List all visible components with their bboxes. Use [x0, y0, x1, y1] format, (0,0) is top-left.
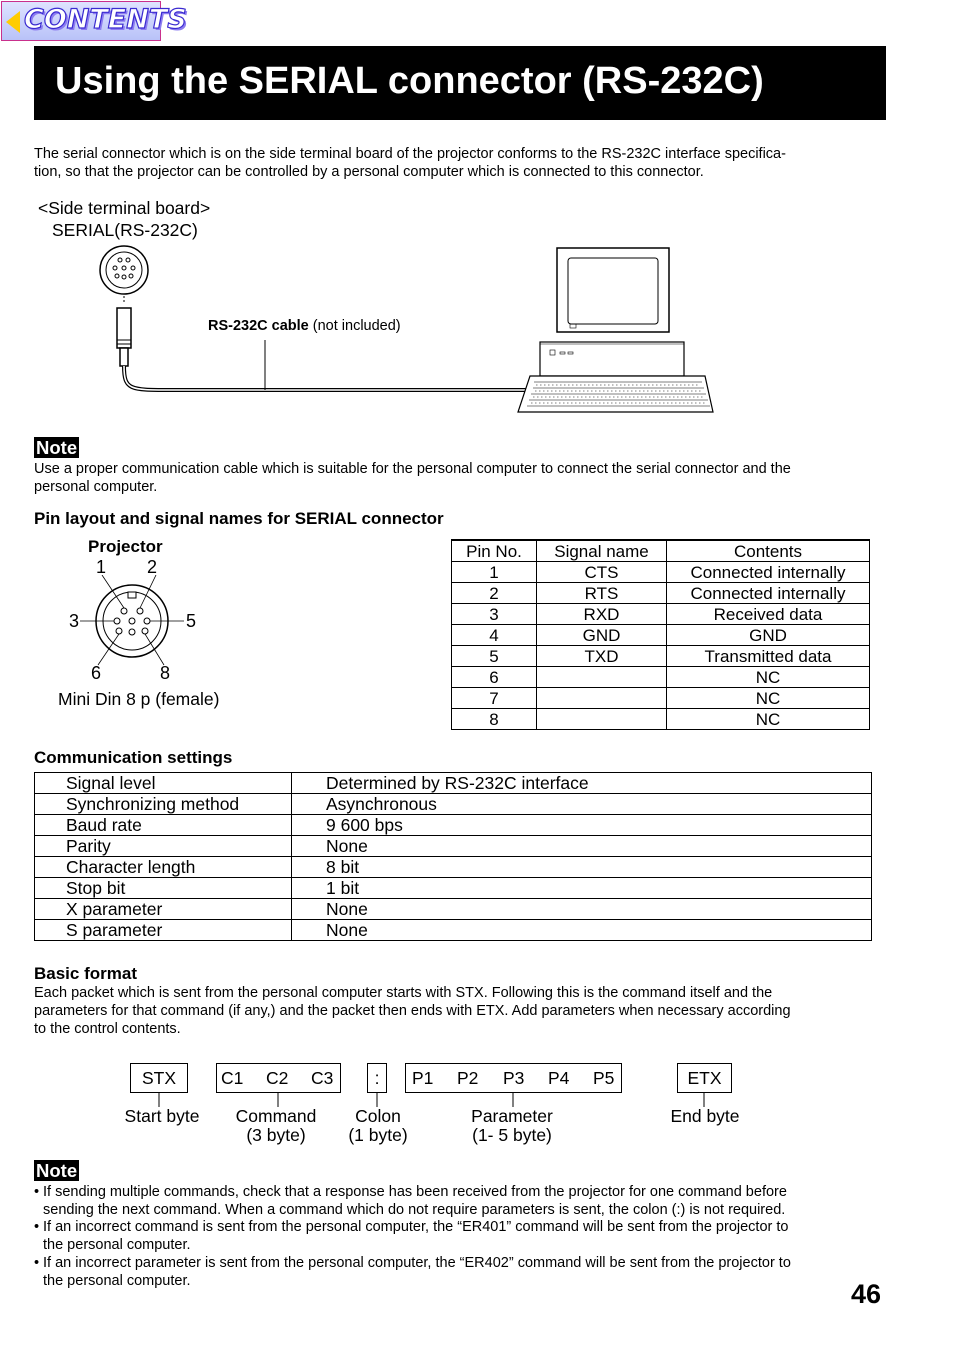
comm-setting-name: X parameter — [35, 899, 292, 920]
pin-table — [451, 539, 870, 730]
comm-setting-value: Determined by RS-232C interface — [292, 773, 872, 794]
pin-table-cell: 8 — [452, 709, 537, 730]
note2-bullet-1-line-1: If sending multiple commands, check that a response has been received from the projector for one command before — [43, 1184, 787, 1200]
pin-table-row — [452, 688, 870, 709]
pin-layout-heading: Pin layout and signal names for SERIAL connector — [34, 509, 444, 528]
comm-setting-name: Signal level — [35, 773, 292, 794]
basic-format-heading: Basic format — [34, 964, 137, 983]
projector-label: Projector — [88, 537, 163, 556]
comm-settings-row — [35, 899, 872, 920]
note-tag-label: Note — [36, 437, 78, 458]
stx-box: STX — [130, 1063, 188, 1093]
note1-text — [34, 460, 894, 496]
colon-box: : — [367, 1063, 387, 1093]
note2-bullet-3-line-1: If an incorrect parameter is sent from the personal computer, the “ER402” command will be sent from the projector to — [43, 1255, 791, 1271]
c3-label: C3 — [311, 1068, 334, 1088]
c2-label: C2 — [266, 1068, 289, 1088]
comm-setting-name: Stop bit — [35, 878, 292, 899]
basic-line-3: to the control contents. — [34, 1021, 181, 1037]
serial-connector-icon — [100, 246, 148, 302]
pin-table-cell: RTS — [537, 583, 667, 604]
pin-number-3: 3 — [69, 611, 80, 631]
pin-table-cell: GND — [667, 625, 870, 646]
pin-table-cell: 3 — [452, 604, 537, 625]
basic-format-text — [34, 984, 894, 1038]
pin-table-header — [452, 540, 870, 562]
pin-table-row — [452, 646, 870, 667]
comm-setting-value: 9 600 bps — [292, 815, 872, 836]
pin-table-row — [452, 709, 870, 730]
pin-table-cell: 1 — [452, 562, 537, 583]
pin-table-cell: 6 — [452, 667, 537, 688]
note2-tag-label: Note — [36, 1160, 78, 1181]
pin-table-cell — [537, 688, 667, 709]
pin-table-cell: Transmitted data — [667, 646, 870, 667]
p5-label: P5 — [593, 1068, 615, 1088]
pin-table-row — [452, 583, 870, 604]
pin-table-cell — [537, 709, 667, 730]
pin-number-5: 5 — [186, 611, 197, 631]
pin-table-cell: GND — [537, 625, 667, 646]
pin-table-cell — [537, 667, 667, 688]
pin-table-header-cell: Signal name — [537, 540, 667, 562]
end-byte-caption: End byte — [670, 1106, 740, 1126]
note2-bullet-3: • If an incorrect parameter is sent from the personal computer, the “ER402” command will be sent from the projector to the personal computer. — [34, 1254, 879, 1290]
serial-label: SERIAL(RS-232C) — [52, 220, 198, 240]
comm-setting-name: Character length — [35, 857, 292, 878]
command-sub-caption: (3 byte) — [246, 1125, 306, 1145]
comm-settings-row — [35, 836, 872, 857]
comm-settings-row — [35, 920, 872, 941]
pin-table-header-cell: Contents — [667, 540, 870, 562]
title-bar — [34, 46, 886, 120]
intro-line-1: The serial connector which is on the side terminal board of the projector conforms to the RS-232C interface specifica- — [34, 146, 786, 162]
note2-bullet-1: • If sending multiple commands, check that a response has been received from the projector for one command before sending the next command. When a command which do not require parameters is sent, the colon (:) is not required. — [34, 1183, 879, 1219]
contents-button[interactable] — [1, 1, 187, 41]
back-arrow-icon — [6, 11, 20, 33]
cable-label — [208, 318, 401, 334]
mini-din-connector-icon — [60, 575, 210, 670]
colon-caption: Colon — [355, 1106, 401, 1126]
pin-table-cell: RXD — [537, 604, 667, 625]
p4-label: P4 — [548, 1068, 570, 1088]
parameter-box — [405, 1063, 622, 1093]
p3-label: P3 — [503, 1068, 525, 1088]
pin-number-1: 1 — [96, 557, 107, 577]
pin-table-cell: Connected internally — [667, 583, 870, 604]
comm-setting-name: Baud rate — [35, 815, 292, 836]
p2-label: P2 — [457, 1068, 479, 1088]
command-box — [216, 1063, 341, 1093]
comm-setting-value: None — [292, 836, 872, 857]
note2-bullet-1-line-2: sending the next command. When a command which do not require parameters is sent, the colon (:) is not required. — [43, 1202, 786, 1218]
pin-table-cell: 2 — [452, 583, 537, 604]
page-number: 46 — [851, 1279, 882, 1309]
note1-line-1: Use a proper communication cable which is suitable for the personal computer to connect the serial connector and the — [34, 461, 791, 477]
pin-table-cell: 5 — [452, 646, 537, 667]
pin-table-cell: 4 — [452, 625, 537, 646]
pin-table-header-cell: Pin No. — [452, 540, 537, 562]
pin-number-8: 8 — [160, 663, 171, 683]
start-byte-caption: Start byte — [124, 1106, 200, 1126]
pin-table-row — [452, 562, 870, 583]
cable-label-note: (not included) — [312, 318, 401, 334]
pin-number-6: 6 — [91, 663, 102, 683]
comm-setting-value: None — [292, 899, 872, 920]
comm-setting-name: S parameter — [35, 920, 292, 941]
basic-line-2: parameters for that command (if any,) and the packet then ends with ETX. Add parameters when necessary according — [34, 1003, 791, 1019]
connection-diagram — [90, 240, 730, 425]
comm-settings-row — [35, 773, 872, 794]
comm-setting-value: Asynchronous — [292, 794, 872, 815]
pin-table-row — [452, 604, 870, 625]
note2-bullet-2-line-1: If an incorrect command is sent from the personal computer, the “ER401” command will be sent from the projector to — [43, 1219, 789, 1235]
comm-setting-value: None — [292, 920, 872, 941]
pin-table-row — [452, 625, 870, 646]
pin-number-2: 2 — [147, 557, 158, 577]
personal-computer-icon — [518, 248, 713, 412]
contents-label: CONTENTS — [24, 4, 187, 35]
note-tag — [34, 437, 79, 459]
colon-sub-caption: (1 byte) — [348, 1125, 408, 1145]
cable-plug-icon — [117, 308, 131, 366]
note1-line-2: personal computer. — [34, 479, 158, 495]
comm-settings-row — [35, 878, 872, 899]
comm-setting-value: 1 bit — [292, 878, 872, 899]
pin-table-cell: TXD — [537, 646, 667, 667]
parameter-sub-caption: (1- 5 byte) — [472, 1125, 552, 1145]
pin-table-cell: Received data — [667, 604, 870, 625]
basic-line-1: Each packet which is sent from the personal computer starts with STX. Following this is the command itself and the — [34, 985, 773, 1001]
pin-table-cell: NC — [667, 688, 870, 709]
c1-label: C1 — [221, 1068, 244, 1088]
note2-tag — [34, 1160, 79, 1182]
page-title: Using the SERIAL connector (RS-232C) — [55, 60, 764, 102]
comm-settings-heading: Communication settings — [34, 748, 233, 767]
pin-table-cell: Connected internally — [667, 562, 870, 583]
comm-settings-row — [35, 815, 872, 836]
command-caption: Command — [235, 1106, 317, 1126]
comm-setting-name: Parity — [35, 836, 292, 857]
pin-table-cell: NC — [667, 667, 870, 688]
pin-table-cell: CTS — [537, 562, 667, 583]
side-terminal-label: <Side terminal board> — [38, 198, 211, 218]
pin-table-cell: NC — [667, 709, 870, 730]
intro-line-2: tion, so that the projector can be controlled by a personal computer which is connected to this connector. — [34, 164, 704, 180]
note2-bullet-3-line-2: the personal computer. — [43, 1273, 191, 1289]
intro-paragraph — [34, 145, 894, 181]
comm-setting-value: 8 bit — [292, 857, 872, 878]
comm-settings-row — [35, 794, 872, 815]
etx-box: ETX — [677, 1063, 732, 1093]
note2-bullet-2: • If an incorrect command is sent from the personal computer, the “ER401” command will be sent from the projector to the personal computer. — [34, 1218, 879, 1254]
pin-table-cell: 7 — [452, 688, 537, 709]
connector-caption: Mini Din 8 p (female) — [58, 689, 220, 709]
comm-settings-row — [35, 857, 872, 878]
comm-setting-name: Synchronizing method — [35, 794, 292, 815]
cable-label-bold: RS-232C cable — [208, 318, 309, 334]
parameter-caption: Parameter — [471, 1106, 553, 1126]
note2-bullet-2-line-2: the personal computer. — [43, 1237, 191, 1253]
pin-table-row — [452, 667, 870, 688]
comm-settings-table — [34, 772, 872, 941]
p1-label: P1 — [412, 1068, 434, 1088]
